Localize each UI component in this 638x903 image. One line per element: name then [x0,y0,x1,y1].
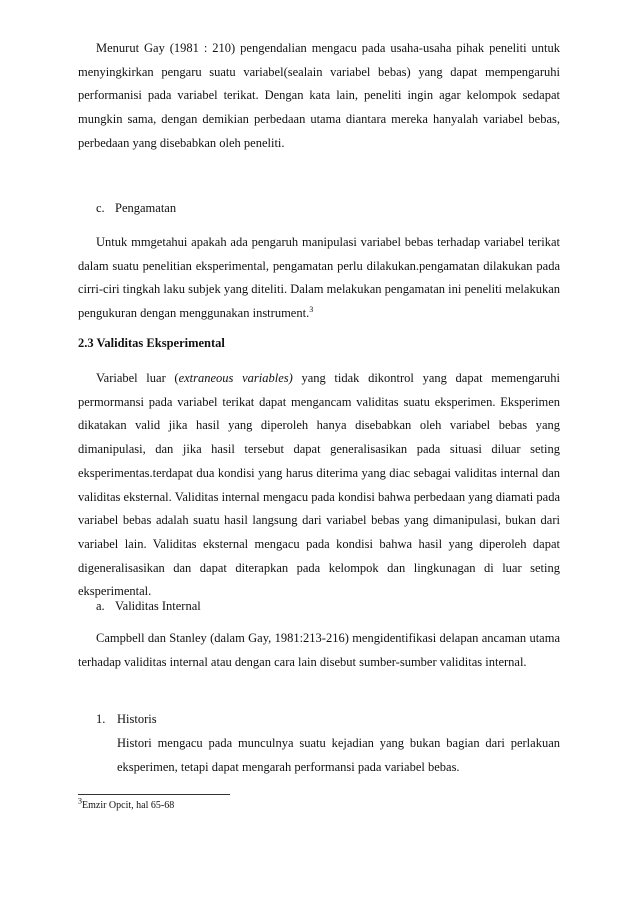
list-item-title: Historis [117,712,157,726]
paragraph-variabel-luar [78,367,560,604]
paragraph-campbell-stanley: Campbell dan Stanley (dalam Gay, 1981:213-216) mengidentifikasi delapan ancaman utama terhadap validitas internal atau dengan cara lain disebut sumber-sumber validitas internal. [78,631,560,669]
list-item-historis [96,712,157,727]
subheading-title: Validitas Internal [115,599,201,613]
footnote-reference: 3 [309,304,314,314]
subheading-marker: a. [96,599,105,613]
subheading-marker: c. [96,201,105,215]
footnote [78,796,175,811]
term-extraneous-variables: extraneous variables) [178,371,293,385]
paragraph-pengendalian: Menurut Gay (1981 : 210) pengendalian mengacu pada usaha-usaha pihak peneliti untuk menyingkirkan pengaru suatu variabel(sealain variabel bebas) yang dapat mempengaruhi performanisi pada variabel terikat. Dengan kata lain, peneliti ingin agar kelompok sedapat mungkin sama, dengan demikian perbedaan utama diantara mereka hanyalah variabel bebas, perbedaan yang disebabkan oleh peneliti. [78,41,560,150]
subheading-pengamatan [96,201,176,216]
subheading-title: Pengamatan [115,201,177,215]
footnote-number: 3 [78,796,82,806]
paragraph-pengamatan [78,231,560,326]
section-heading-validitas-eksperimental: 2.3 Validitas Eksperimental [78,336,225,350]
footnote-text: Emzir Opcit, hal 65-68 [82,800,175,811]
footnote-separator [78,794,230,795]
list-item-number: 1. [96,712,106,726]
paragraph-variabel-luar-rest: yang tidak dikontrol yang dapat memengaruhi permormansi pada variabel terikat dapat mengancam validitas suatu eksperimen. Eksperimen dikatakan valid jika hasil yang diperoleh hanya disebabkan oleh variabel bebas yang dimanipulasi, dan jika hasil tersebut dapat generalisasikan pada situasi diluar seting eksperimentas.terdapat dua kondisi yang harus diterima yang diac sebagai validitas internal dan validitas eksternal. Validitas internal mengacu pada kondisi bahwa perbedaan yang diamati pada variabel bebas adalah suatu hasil langsung dari variabel bebas yang dimanipulasi, bukan dari variabel lain. Validitas eksternal mengacu pada kondisi bahwa hasil yang diperoleh dapat digeneralisasikan dan dapat diterapkan pada kelompok dan lingkunagan di luar seting eksperimental. [78,371,560,599]
paragraph-pengamatan-text: Untuk mmgetahui apakah ada pengaruh manipulasi variabel bebas terhadap variabel terikat dalam suatu penelitian eksperimental, pengamatan perlu dilakukan.pengamatan dilakukan pada cirri-ciri tingkah laku subjek yang diteliti. Dalam melakukan pengamatan ini peneliti melakukan pengukuran dengan menggunakan instrument. [78,235,560,321]
paragraph-histori: Histori mengacu pada munculnya suatu kejadian yang bukan bagian dari perlakuan eksperimen, tetapi dapat mengarah performansi pada variabel bebas. [117,736,560,774]
paragraph-variabel-luar-start: Variabel luar ( [96,371,179,385]
subheading-validitas-internal [96,599,201,614]
